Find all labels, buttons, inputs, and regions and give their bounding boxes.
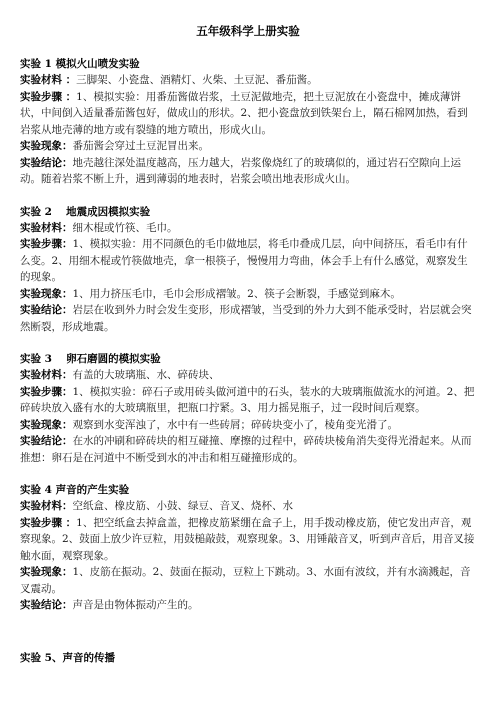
experiment-1 [20,56,476,188]
document-title: 五年级科学上册实验 [196,24,300,38]
phenomenon-line [20,138,476,155]
phenomenon-label: 实验现象： [20,287,73,300]
conclusion-line [20,433,476,466]
materials-label: 实验材料： [20,369,73,381]
experiment-title: 实验 5、声音的传播 [20,652,115,664]
steps-label: 实验步骤 ： [20,90,77,103]
steps-text: 1、模拟实验：用番茄酱做岩浆，土豆泥做地壳，把土豆泥放在小瓷盘中，摊成薄饼状，中间倒入适量番茄酱包好，做成山的形状。2、把小瓷盘放到铁架台上，隔石棉网加热，看到岩浆从地壳薄的地方或有裂缝的地方喷出，形成火山。 [20,90,468,136]
phenomenon-text: 观察到水变浑浊了，水中有一些砖屑；碎砖块变小了，棱角变光滑了。 [72,418,398,431]
experiment-title: 实验 4 声音的产生实验 [20,484,130,496]
experiment-title: 实验 2 地震成因模拟实验 [20,205,151,218]
materials-line [20,72,476,89]
materials-text: 三脚架、小瓷盘、酒精灯、火柴、土豆泥、番茄酱。 [76,74,318,86]
materials-text: 有盖的大玻璃瓶、水、碎砖块、 [72,369,220,381]
experiment-title: 实验 1 模拟火山喷发实验 [20,58,140,70]
conclusion-line [20,155,476,188]
materials-line [20,220,476,237]
conclusion-label: 实验结论： [20,304,73,316]
materials-line [20,367,476,384]
materials-label: 实验材料： [20,221,73,234]
experiment-3 [20,351,476,466]
phenomenon-label: 实验现象： [20,566,73,578]
steps-text: 1、模拟实验：用不同颜色的毛巾做地层，将毛巾叠成几层，向中间挤压，看毛巾有什么变。2、用细木棍或竹筷做地壳，拿一根筷子，慢慢用力弯曲，体会手上有什么感觉，观察发生的现象。 [20,238,468,283]
phenomenon-text: 1、皮筋在振动。2、鼓面在振动，豆粒上下跳动。3、水面有波纹，并有水滴溅起，音叉震动。 [20,566,471,595]
phenomenon-text: 1、用力挤压毛巾，毛巾会形成褶皱。2、筷子会断裂，手感觉到麻木。 [72,287,401,300]
steps-line [20,236,476,286]
experiment-5 [20,650,115,666]
conclusion-text: 地壳越往深处温度越高，压力越大，岩浆像烧红了的玻璃似的，通过岩石空隙向上运动。随着岩浆不断上升，遇到薄弱的地表时，岩浆会喷出地表形成火山。 [20,156,461,185]
conclusion-text: 在水的冲刷和碎砖块的相互碰撞、摩擦的过程中，碎砖块棱角消失变得光滑起来。从而推想：卵石是在河道中不断受到水的冲击和相互碰撞形成的。 [20,435,472,464]
materials-text: 细木棍或竹筷、毛巾。 [72,221,178,234]
materials-text: 空纸盒、橡皮筋、小鼓、绿豆、音叉、烧杯、水 [72,500,293,512]
materials-label: 实验材料 ： [20,74,77,86]
steps-text: 1、模拟实验：碎石子或用砖头做河道中的石头，装水的大玻璃瓶做流水的河道。2、把碎砖块放入盛有水的大玻璃瓶里，把瓶口拧紧。3、用力摇晃瓶子，过一段时间后观察。 [20,385,475,414]
conclusion-label: 实验结论： [20,156,73,169]
steps-label: 实验步骤 ： [20,516,77,529]
steps-line [20,89,476,139]
phenomenon-label: 实验现象： [20,140,73,152]
conclusion-line [20,597,476,614]
steps-label: 实验步骤： [20,385,73,398]
phenomenon-line [20,286,476,303]
phenomenon-label: 实验现象： [20,418,73,431]
experiment-4 [20,482,476,614]
steps-line [20,384,476,417]
steps-line [20,515,476,565]
steps-label: 实验步骤： [20,238,73,250]
materials-label: 实验材料： [20,500,73,512]
conclusion-label: 实验结论： [20,435,73,447]
phenomenon-line [20,564,476,597]
conclusion-line [20,302,476,335]
conclusion-text: 声音是由物体振动产生的。 [72,599,199,611]
experiment-title: 实验 3 卵石磨圆的模拟实验 [20,353,161,365]
phenomenon-text: 番茄酱会穿过土豆泥冒出来。 [72,140,209,152]
conclusion-label: 实验结论： [20,599,73,611]
document-page [20,24,476,630]
experiment-2 [20,204,476,336]
steps-text: 1、把空纸盒去掉盒盖，把橡皮筋紧绷在盒子上，用手拨动橡皮筋，使它发出声音，观察现象。2、鼓面上放少许豆粒，用鼓槌敲鼓，观察现象。3、用锤敲音叉，听到声音后，用音叉接触水面，观察现象。 [20,516,475,562]
materials-line [20,498,476,515]
conclusion-text: 岩层在收到外力时会发生变形，形成褶皱，当受到的外力大到不能承受时，岩层就会突然断裂，形成地震。 [20,304,472,333]
phenomenon-line [20,417,476,434]
